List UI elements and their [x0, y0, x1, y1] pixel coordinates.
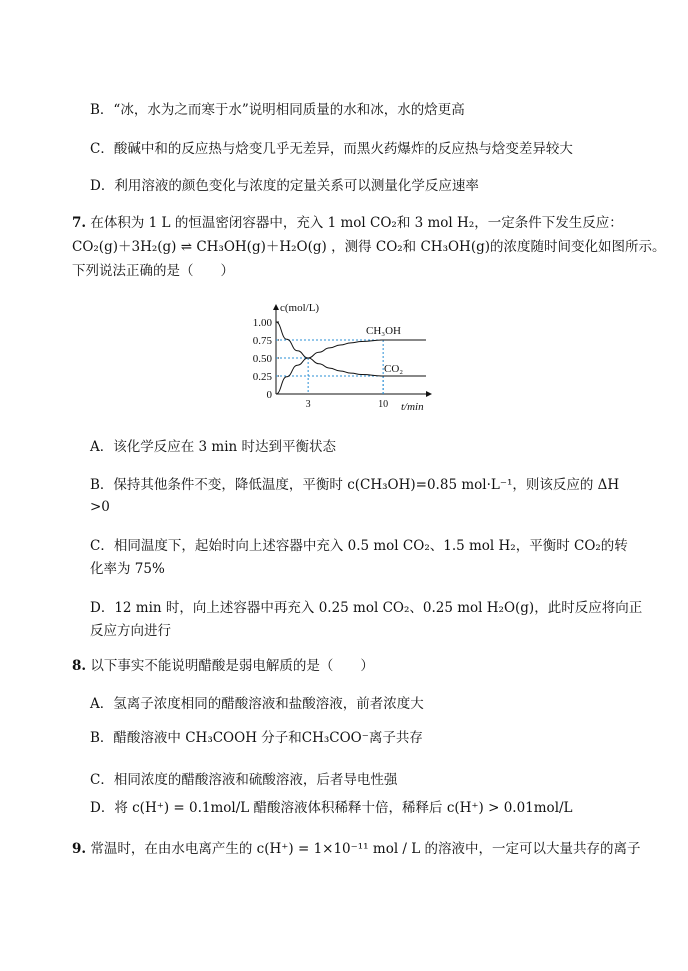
series-ch3oh-label: CH₃OH	[366, 325, 402, 337]
q9-number: 9.	[72, 841, 87, 857]
q6-option-d[interactable]: D．利用溶液的颜色变化与浓度的定量关系可以测量化学反应速率	[90, 178, 479, 194]
y-tick-label: 0.50	[252, 353, 272, 365]
q7-stem-text: 在体积为 1 L 的恒温密闭容器中，充入 1 mol CO₂和 3 mol H₂，一定条件下发生反应：	[90, 215, 623, 231]
q8-option-a[interactable]: A．氢离子浓度相同的醋酸溶液和盐酸溶液，前者浓度大	[90, 696, 424, 712]
q7-stem-line3: 下列说法正确的是（ ）	[72, 263, 234, 279]
y-tick-label: 0.75	[252, 335, 272, 347]
q7-option-d-line2[interactable]: 反应方向进行	[90, 623, 171, 639]
q7-option-c-line1[interactable]: C．相同温度下，起始时向上述容器中充入 0.5 mol CO₂、1.5 mol H₂，平衡时 CO₂的转	[90, 538, 628, 554]
y-tick-label: 0	[266, 389, 272, 401]
q7-stem-line1	[72, 214, 623, 232]
q7-stem-line2: CO₂(g)＋3H₂(g) ⇌ CH₃OH(g)＋H₂O(g) ，测得 CO₂和 CH₃OH(g)的浓度随时间变化如图所示。	[72, 239, 666, 255]
x-tick-label: 10	[378, 399, 389, 410]
q8-option-d[interactable]: D．将 c(H⁺) = 0.1mol/L 醋酸溶液体积稀释十倍，稀释后 c(H⁺) > 0.01mol/L	[90, 800, 573, 816]
q7-option-b-line2[interactable]: >0	[90, 499, 110, 515]
q7-option-c-line2[interactable]: 化率为 75%	[90, 561, 165, 577]
x-axis-label: t/min	[401, 401, 424, 413]
q6-option-c[interactable]: C．酸碱中和的反应热与焓变几乎无差异，而黑火药爆炸的反应热与焓变差异较大	[90, 141, 573, 157]
y-tick-label: 1.00	[252, 317, 272, 329]
q7-number: 7.	[72, 215, 87, 231]
q8-stem	[72, 657, 374, 675]
q7-option-b-line1[interactable]: B．保持其他条件不变，降低温度，平衡时 c(CH₃OH)=0.85 mol·L⁻¹，则该反应的 ΔH	[90, 477, 620, 493]
x-axis-arrow	[426, 391, 432, 397]
series-co2-label: CO₂	[384, 363, 404, 375]
q7-option-a[interactable]: A．该化学反应在 3 min 时达到平衡状态	[90, 439, 337, 455]
x-tick-label: 3	[305, 399, 311, 410]
y-axis-arrow	[273, 304, 279, 310]
y-axis-label: c(mol/L)	[280, 302, 320, 314]
concentration-time-chart	[236, 302, 436, 414]
q9-stem	[72, 840, 641, 858]
q8-option-c[interactable]: C．相同浓度的醋酸溶液和硫酸溶液，后者导电性强	[90, 772, 398, 788]
series-ch3oh-line	[276, 340, 426, 394]
series-co2-line	[276, 322, 426, 376]
q8-option-b[interactable]: B．醋酸溶液中 CH₃COOH 分子和CH₃COO⁻离子共存	[90, 730, 423, 746]
q6-option-b[interactable]: B．“冰，水为之而寒于水”说明相同质量的水和冰，水的焓更高	[90, 102, 465, 118]
q9-stem-text: 常温时，在由水电离产生的 c(H⁺) = 1×10⁻¹¹ mol / L 的溶液中，一定可以大量共存的离子	[90, 841, 641, 857]
y-tick-label: 0.25	[252, 371, 272, 383]
q8-number: 8.	[72, 658, 87, 674]
q8-stem-text: 以下事实不能说明醋酸是弱电解质的是（ ）	[90, 658, 374, 674]
q7-option-d-line1[interactable]: D．12 min 时，向上述容器中再充入 0.25 mol CO₂、0.25 mol H₂O(g)，此时反应将向正	[90, 600, 643, 616]
